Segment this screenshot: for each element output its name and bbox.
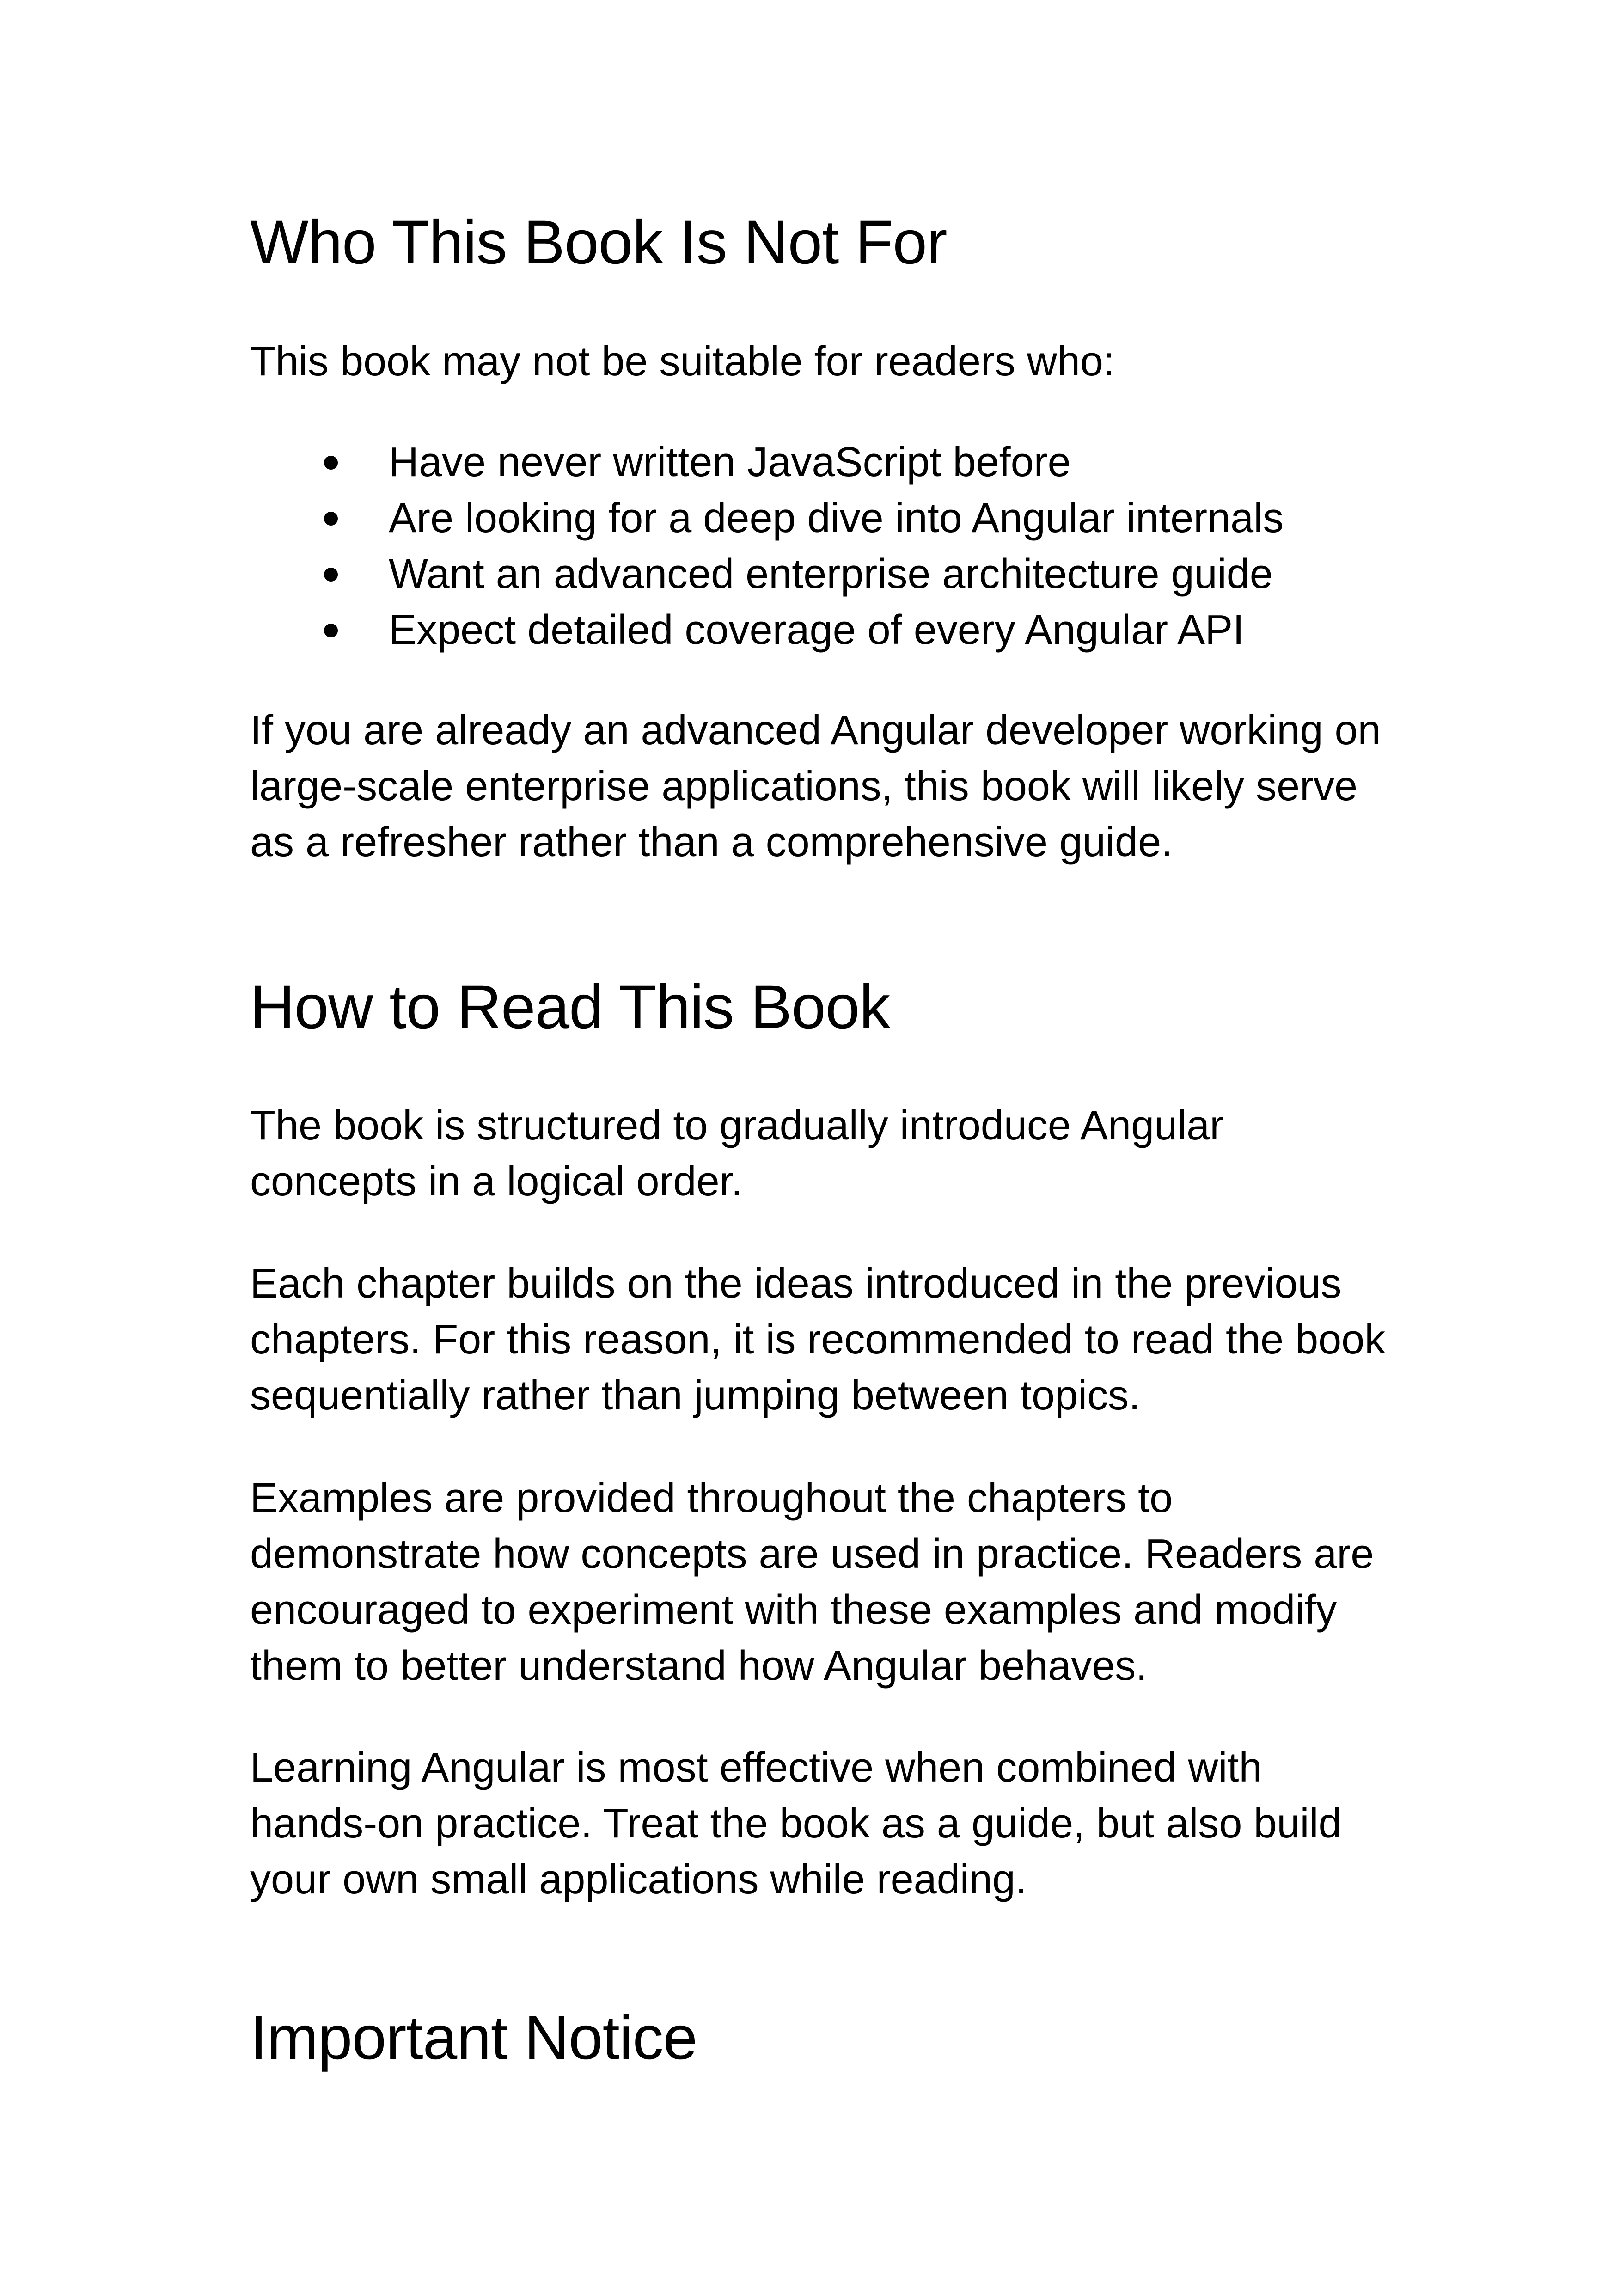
section-heading-how-to-read: How to Read This Book [250, 973, 890, 1041]
bullet-dot-icon [324, 456, 338, 470]
bullet-text: Are looking for a deep dive into Angular internals [389, 495, 1284, 541]
not-for-bullet-list [250, 435, 1284, 658]
how-to-read-paragraph-3: Examples are provided throughout the chapters to demonstrate how concepts are used in practice. Readers are encouraged to experiment with these examples and modify them to better understand how Angular behaves. [250, 1475, 1374, 1689]
not-for-closing-paragraph: If you are already an advanced Angular developer working on large-scale enterprise applications, this book will likely serve as a refresher rather than a comprehensive guide. [250, 707, 1381, 865]
how-to-read-paragraph-4: Learning Angular is most effective when combined with hands-on practice. Treat the book as a guide, but also build your own small applications while reading. [250, 1745, 1342, 1903]
bullet-text: Want an advanced enterprise architecture guide [389, 551, 1273, 597]
section-heading-not-for: Who This Book Is Not For [250, 208, 947, 277]
bullet-dot-icon [324, 568, 338, 582]
bullet-dot-icon [324, 512, 338, 526]
bullet-item [250, 435, 1284, 490]
bullet-item [250, 546, 1284, 602]
bullet-text: Expect detailed coverage of every Angular API [389, 607, 1245, 653]
how-to-read-paragraph-2: Each chapter builds on the ideas introduced in the previous chapters. For this reason, it is recommended to read the book sequentially rather than jumping between topics. [250, 1261, 1386, 1419]
section-heading-important-notice: Important Notice [250, 2003, 697, 2072]
bullet-item [250, 490, 1284, 546]
bullet-text: Have never written JavaScript before [389, 439, 1071, 485]
not-for-intro: This book may not be suitable for readers who: [250, 338, 1115, 385]
how-to-read-paragraph-1: The book is structured to gradually introduce Angular concepts in a logical order. [250, 1102, 1224, 1205]
bullet-dot-icon [324, 624, 338, 637]
bullet-item [250, 602, 1284, 658]
